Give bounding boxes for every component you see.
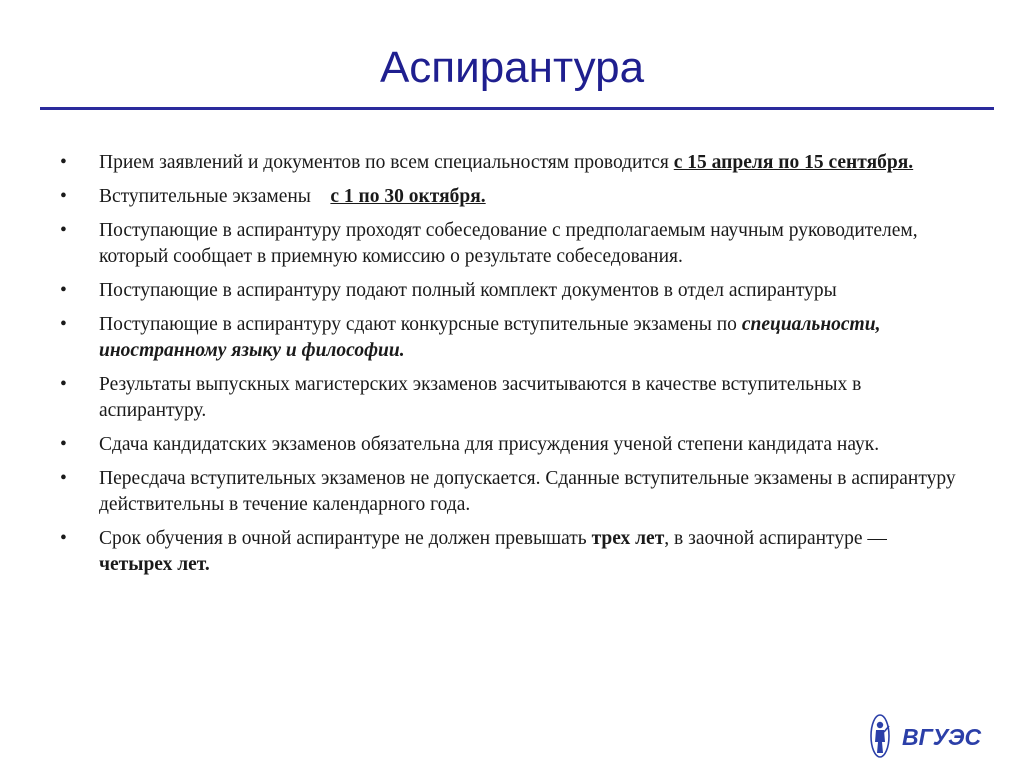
bullet-text (99, 468, 961, 515)
bullet-text-segment: трех лет (591, 528, 665, 549)
bullet-text-segment: с 15 апреля по 15 сентября. (673, 152, 914, 173)
slide-title: Аспирантура (379, 43, 645, 92)
logo-text: ВГУЭС (902, 724, 982, 750)
university-logo (866, 712, 996, 760)
bullet-text (99, 314, 885, 361)
bullet-text (99, 186, 486, 207)
bullet-text-segment: Поступающие в аспирантуру подают полный комплект документов в отдел аспирантуры (99, 280, 837, 301)
bullet-item (60, 150, 965, 176)
bullet-marker: • (60, 374, 67, 395)
bullet-item (60, 466, 965, 518)
bullet-item (60, 312, 965, 364)
bullet-text (99, 220, 922, 267)
logo-emblem-icon (871, 715, 889, 757)
bullet-marker: • (60, 220, 67, 241)
bullet-text (99, 280, 837, 301)
bullet-text-segment: Поступающие в аспирантуру сдают конкурсные вступительные экзамены по (99, 314, 742, 335)
bullet-text-segment: Срок обучения в очной аспирантуре не должен превышать (99, 528, 592, 549)
bullet-item (60, 278, 965, 304)
bullet-marker: • (60, 314, 67, 335)
title-divider (40, 107, 994, 110)
bullet-item (60, 184, 965, 210)
bullet-item (60, 432, 965, 458)
bullet-text (99, 374, 866, 421)
bullet-marker: • (60, 528, 67, 549)
bullet-marker: • (60, 152, 67, 173)
bullet-text-segment: специальности, иностранному языку и философии. (99, 314, 886, 361)
bullet-text (99, 152, 913, 173)
bullet-text-segment: Прием заявлений и документов по всем специальностям проводится (99, 152, 674, 173)
bullet-text-segment: Поступающие в аспирантуру проходят собеседование с предполагаемым научным руководителем, который сообщает в приемную комиссию о результате собеседования. (99, 220, 923, 267)
bullet-text-segment: четырех лет. (99, 554, 210, 575)
bullet-text-segment: Вступительные экзамены (99, 186, 331, 207)
bullet-text-segment: , в заочной аспирантуре — (664, 528, 892, 549)
bullet-text-segment: Пересдача вступительных экзаменов не допускается. Сданные вступительные экзамены в аспирантуру действительны в течение календарного года. (99, 468, 961, 515)
bullet-marker: • (60, 434, 67, 455)
bullet-text (99, 434, 879, 455)
bullet-list (60, 150, 965, 586)
bullet-text-segment: с 1 по 30 октября. (330, 186, 486, 207)
bullet-marker: • (60, 186, 67, 207)
bullet-text-segment: Сдача кандидатских экзаменов обязательна для присуждения ученой степени кандидата наук. (99, 434, 880, 455)
bullet-marker: • (60, 280, 67, 301)
bullet-item (60, 372, 965, 424)
bullet-text (99, 528, 892, 575)
bullet-item (60, 218, 965, 270)
bullet-text-segment: Результаты выпускных магистерских экзаменов засчитываются в качестве вступительных в аспирантуру. (99, 374, 867, 421)
bullet-marker: • (60, 468, 67, 489)
bullet-item (60, 526, 965, 578)
